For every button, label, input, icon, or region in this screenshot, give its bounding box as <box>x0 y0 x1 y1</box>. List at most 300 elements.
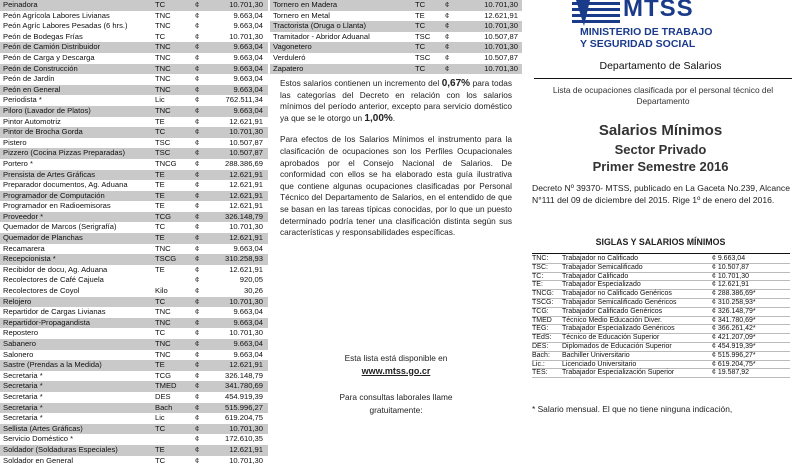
table-row <box>0 95 268 106</box>
occupation-name: Peón en General <box>3 84 61 94</box>
table-row <box>0 339 268 350</box>
salary-amount: 341.780,69 <box>224 381 263 391</box>
salary-amount: 9.663,04 <box>233 307 263 317</box>
table-row <box>0 286 268 297</box>
sigla-code: Lic.: <box>532 360 545 368</box>
salary-amount: 12.621,91 <box>229 360 263 370</box>
category-code: TNC <box>155 52 171 62</box>
occupations-table-left <box>0 0 268 466</box>
sigla-amount: ¢ 515.996,27* <box>712 351 756 359</box>
logo-text: MTSS <box>623 0 694 22</box>
occupation-name: Sabanero <box>3 339 36 348</box>
occupation-name: Servicio Doméstico * <box>3 434 74 444</box>
salary-amount: 288.386,69 <box>224 158 263 168</box>
table-row <box>0 85 268 96</box>
currency-symbol: ¢ <box>445 10 450 20</box>
sigla-row <box>532 281 790 290</box>
department-title: Departamento de Salarios <box>599 60 722 72</box>
sigla-code: TNCG: <box>532 290 554 298</box>
currency-symbol: ¢ <box>195 455 200 465</box>
sigla-amount: ¢ 10.507,87 <box>712 263 749 271</box>
currency-symbol: ¢ <box>195 264 200 274</box>
salary-amount: 10.507,87 <box>484 31 518 41</box>
currency-symbol: ¢ <box>195 339 200 348</box>
currency-symbol: ¢ <box>195 222 200 232</box>
table-row <box>0 53 268 64</box>
table-row <box>270 64 522 75</box>
sigla-description: Técnico Medio Educación Diver. <box>562 316 662 324</box>
salary-amount: 762.511,34 <box>225 95 263 105</box>
salary-amount: 10.701,30 <box>229 328 263 338</box>
category-code: TC <box>155 127 166 137</box>
increment-paragraph: Estos salarios contienen un incremento del 0,67% para todas las categorías del Decreto en relación con los salarios mínimos del período anterior, excepto para servicio doméstico ya que se le otorgo un 1,00%. <box>280 78 512 124</box>
salary-amount: 10.701,30 <box>484 0 518 9</box>
semester-title: Primer Semestre 2016 <box>592 159 729 174</box>
currency-symbol: ¢ <box>195 10 200 20</box>
occupation-name: Tractorista (Oruga o Llanta) <box>273 21 366 31</box>
salary-amount: 172.610,35 <box>224 434 263 444</box>
table-row <box>0 127 268 138</box>
sigla-code: DES: <box>532 342 549 350</box>
currency-symbol: ¢ <box>195 307 200 317</box>
currency-symbol: ¢ <box>195 180 200 190</box>
currency-symbol: ¢ <box>195 169 200 179</box>
sigla-description: Trabajador Especializado <box>562 281 641 289</box>
table-row <box>0 233 268 244</box>
table-row <box>0 254 268 265</box>
salary-amount: 10.701,30 <box>229 0 263 9</box>
category-code: TSC <box>415 52 431 62</box>
category-code: TC <box>415 21 426 31</box>
category-code: TSC <box>155 137 171 147</box>
salary-amount: 9.663,04 <box>233 42 263 52</box>
sigla-row <box>532 308 790 317</box>
table-row <box>0 244 268 255</box>
category-code: TE <box>155 169 165 179</box>
salary-amount: 9.663,04 <box>233 84 263 94</box>
salary-amount: 619.204,75 <box>224 413 263 423</box>
currency-symbol: ¢ <box>195 42 200 52</box>
category-code: TNC <box>155 339 171 348</box>
sigla-code: TES: <box>532 369 548 377</box>
category-code: TNC <box>155 63 171 73</box>
currency-symbol: ¢ <box>195 317 200 327</box>
currency-symbol: ¢ <box>195 243 200 253</box>
sigla-amount: ¢ 421.207,09* <box>712 334 756 342</box>
table-row <box>270 42 522 53</box>
currency-symbol: ¢ <box>195 201 200 211</box>
salary-amount: 9.663,04 <box>233 339 263 348</box>
table-row <box>0 42 268 53</box>
salary-amount: 9.663,04 <box>233 63 263 73</box>
occupation-name: Recepcionista * <box>3 254 56 264</box>
sigla-code: TCG: <box>532 307 549 315</box>
sigla-amount: ¢ 454.919,39* <box>712 342 756 350</box>
table-row <box>270 0 522 11</box>
salary-amount: 10.701,30 <box>229 222 263 232</box>
salary-amount: 10.701,30 <box>484 63 518 73</box>
currency-symbol: ¢ <box>195 211 200 221</box>
category-code: TC <box>155 296 166 306</box>
table-row <box>0 445 268 456</box>
category-code: TC <box>415 42 426 52</box>
occupation-name: Recolectores de Café Cajuela <box>3 275 104 285</box>
occupation-name: Tornero en Madera <box>273 0 338 9</box>
sigla-code: TE: <box>532 281 543 289</box>
salary-amount: 10.701,30 <box>229 31 263 41</box>
category-code: TC <box>155 423 166 433</box>
sigla-amount: ¢ 619.204,75* <box>712 360 756 368</box>
right-panel <box>528 0 793 416</box>
occupation-name: Peón de Jardín <box>3 74 55 84</box>
salary-amount: 10.701,30 <box>484 42 518 52</box>
sigla-amount: ¢ 326.148,79* <box>712 307 756 315</box>
sigla-description: Trabajador Especializado Genéricos <box>562 325 675 333</box>
salary-amount: 12.621,91 <box>484 10 518 20</box>
salary-amount: 310.258,93 <box>224 254 263 264</box>
currency-symbol: ¢ <box>195 233 200 243</box>
table-row <box>0 424 268 435</box>
occupation-name: Secretaria * <box>3 370 43 380</box>
category-code: TNCG <box>155 158 177 168</box>
occupation-name: Soldador en General <box>3 455 74 465</box>
occupation-name: Tramitador - Abridor Aduanal <box>273 31 370 41</box>
currency-symbol: ¢ <box>195 148 200 158</box>
currency-symbol: ¢ <box>445 63 450 73</box>
category-code: TE <box>155 190 165 200</box>
category-code: TSC <box>155 148 171 158</box>
sigla-description: Trabajador Semicalificado <box>562 263 643 271</box>
currency-symbol: ¢ <box>195 434 200 444</box>
increment-percent: 0,67% <box>441 78 471 89</box>
occupation-name: Sellista (Artes Gráficas) <box>3 423 83 433</box>
sigla-row <box>532 334 790 343</box>
category-code: TCG <box>155 211 172 221</box>
sigla-code: TEG: <box>532 325 549 333</box>
sigla-description: Diplomados de Educación Superior <box>562 342 672 350</box>
occupation-name: Peinadora <box>3 0 38 9</box>
category-code: TC <box>415 63 426 73</box>
currency-symbol: ¢ <box>195 275 200 285</box>
occupation-name: Programador en Radioemisoras <box>3 201 111 211</box>
table-row <box>0 180 268 191</box>
occupation-name: Recibidor de docu, Ag. Aduana <box>3 264 108 274</box>
currency-symbol: ¢ <box>195 402 200 412</box>
table-row <box>0 32 268 43</box>
table-row <box>0 381 268 392</box>
divider <box>532 253 790 254</box>
sigla-code: TSC: <box>532 263 548 271</box>
salary-amount: 9.663,04 <box>233 105 263 115</box>
occupation-name: Prensista de Artes Gráficas <box>3 169 96 179</box>
sigla-description: Bachiller Universitario <box>562 351 630 359</box>
currency-symbol: ¢ <box>195 190 200 200</box>
table-row <box>0 350 268 361</box>
category-code: TNC <box>155 42 171 52</box>
table-row <box>0 170 268 181</box>
currency-symbol: ¢ <box>195 84 200 94</box>
table-row <box>0 11 268 22</box>
sigla-amount: ¢ 366.261,42* <box>712 325 756 333</box>
occupation-name: Peón de Carga y Descarga <box>3 52 95 62</box>
table-row <box>0 117 268 128</box>
currency-symbol: ¢ <box>195 391 200 401</box>
salary-amount: 10.507,87 <box>229 148 263 158</box>
currency-symbol: ¢ <box>195 381 200 391</box>
currency-symbol: ¢ <box>195 158 200 168</box>
table-row <box>0 318 268 329</box>
salary-amount: 12.621,91 <box>229 444 263 454</box>
salary-amount: 326.148,79 <box>224 370 263 380</box>
currency-symbol: ¢ <box>195 21 200 31</box>
website-link[interactable]: www.mtss.go.cr <box>361 365 431 376</box>
occupation-name: Pistero <box>3 137 27 147</box>
category-code <box>155 434 195 445</box>
sigla-description: Trabajador no Calificado Genéricos <box>562 290 672 298</box>
currency-symbol: ¢ <box>445 31 450 41</box>
table-row <box>0 371 268 382</box>
category-code: TC <box>155 31 166 41</box>
table-row <box>0 222 268 233</box>
table-row <box>0 74 268 85</box>
category-code: TC <box>155 328 166 338</box>
occupation-name: Peón de Construcción <box>3 63 78 73</box>
currency-symbol: ¢ <box>195 31 200 41</box>
info-prose <box>280 78 512 249</box>
category-code: TE <box>155 360 165 370</box>
table-row <box>0 64 268 75</box>
sigla-code: TEdS: <box>532 334 552 342</box>
occupation-name: Recamarera <box>3 243 45 253</box>
category-code: TNC <box>155 84 171 94</box>
occupation-name: Periodista * <box>3 95 42 105</box>
sigla-row <box>532 325 790 334</box>
currency-symbol: ¢ <box>195 105 200 115</box>
salary-amount: 515.996,27 <box>224 402 263 412</box>
table-row <box>0 307 268 318</box>
sigla-row <box>532 369 790 378</box>
category-code: DES <box>155 391 171 401</box>
currency-symbol: ¢ <box>195 254 200 264</box>
category-code: TE <box>155 180 165 190</box>
sigla-description: Trabajador Calificado Genéricos <box>562 307 663 315</box>
occupation-name: Peón de Bodegas Frías <box>3 31 83 41</box>
category-code: TE <box>155 264 165 274</box>
salary-amount: 454.919,39 <box>224 391 263 401</box>
currency-symbol: ¢ <box>195 328 200 338</box>
sigla-amount: ¢ 341.780,69* <box>712 316 756 324</box>
category-code: TC <box>155 0 166 9</box>
sigla-description: Trabajador Semicalificado Genéricos <box>562 298 677 306</box>
currency-symbol: ¢ <box>195 444 200 454</box>
siglas-heading: SIGLAS Y SALARIOS MÍNIMOS <box>595 237 726 247</box>
currency-symbol: ¢ <box>445 0 450 9</box>
table-row <box>270 53 522 64</box>
currency-symbol: ¢ <box>195 370 200 380</box>
salary-amount: 12.621,91 <box>229 233 263 243</box>
sigla-code: Bach: <box>532 351 550 359</box>
salary-amount: 10.507,87 <box>229 137 263 147</box>
currency-symbol: ¢ <box>195 95 200 105</box>
table-row <box>0 403 268 414</box>
table-row <box>0 413 268 424</box>
table-row <box>0 392 268 403</box>
salary-amount: 10.701,30 <box>229 296 263 306</box>
table-row <box>0 275 268 286</box>
occupation-name: Salonero <box>3 349 34 359</box>
table-row <box>0 212 268 223</box>
sigla-description: Técnico de Educación Superior <box>562 334 660 342</box>
table-row <box>0 159 268 170</box>
sigla-row <box>532 361 790 370</box>
category-code: TC <box>155 455 166 465</box>
sigla-amount: ¢ 10.701,30 <box>712 272 749 280</box>
occupation-name: Verduleró <box>273 52 306 62</box>
table-row <box>0 265 268 276</box>
sigla-amount: ¢ 288.386,69* <box>712 290 756 298</box>
salary-amount: 9.663,04 <box>233 317 263 327</box>
classification-paragraph: Para efectos de los Salarios Mínimos el instrumento para la clasificación de ocupaciones son los Perfiles Ocupacionales aprobados por el Consejo Nacional de Salarios. De conformidad con ellos se ha elaborado esta guía ilustrativa que contiene algunas ocupaciones clasificadas por Personal Técnico del Departamento de Salarios, en el entendido de que se basan en las tareas típicas conocidas, por lo que un puesto determinado podría tener una clasificación distinta según sus características y responsabilidades específicas. <box>280 134 512 238</box>
salary-amount: 9.663,04 <box>233 243 263 253</box>
salary-amount: 12.621,91 <box>229 169 263 179</box>
table-row <box>0 434 268 445</box>
salary-amount: 9.663,04 <box>233 52 263 62</box>
currency-symbol: ¢ <box>195 413 200 423</box>
sigla-code: TMED <box>532 316 552 324</box>
sigla-row <box>532 317 790 326</box>
category-code: TE <box>155 444 165 454</box>
sigla-code: TSCG: <box>532 298 554 306</box>
sigla-row <box>532 290 790 299</box>
salary-amount: 10.701,30 <box>484 21 518 31</box>
table-row <box>0 456 268 466</box>
currency-symbol: ¢ <box>195 349 200 359</box>
salary-amount: 12.621,91 <box>229 180 263 190</box>
salary-amount: 12.621,91 <box>229 116 263 126</box>
sigla-description: Trabajador Calificado <box>562 272 629 280</box>
category-code: TSC <box>415 31 431 41</box>
salary-amount: 10.701,30 <box>229 127 263 137</box>
occupation-name: Secretaria * <box>3 391 43 401</box>
page-title: Salarios Mínimos <box>598 122 723 139</box>
currency-symbol: ¢ <box>195 127 200 137</box>
occupation-name: Repartidor de Cargas Livianas <box>3 307 106 317</box>
category-code: TNC <box>155 317 171 327</box>
occupation-name: Recolectores de Coyol <box>3 286 80 296</box>
table-row <box>0 0 268 11</box>
salary-amount: 30,26 <box>243 286 263 296</box>
category-code: Lic <box>155 95 165 105</box>
category-code: TE <box>155 116 165 126</box>
sigla-code: TC: <box>532 272 544 280</box>
occupation-name: Quemador de Marcos (Serigrafía) <box>3 222 117 232</box>
salary-amount: 10.701,30 <box>229 455 263 465</box>
currency-symbol: ¢ <box>195 116 200 126</box>
table-row <box>0 360 268 371</box>
siglas-table <box>532 255 790 378</box>
occupation-name: Peón Agrícola Labores Livianas <box>3 10 110 20</box>
sigla-row <box>532 273 790 282</box>
sigla-description: Licenciado Universitario <box>562 360 637 368</box>
salary-amount: 12.621,91 <box>229 264 263 274</box>
occupation-name: Pizzero (Cocina Pizzas Preparadas) <box>3 148 125 158</box>
currency-symbol: ¢ <box>445 21 450 31</box>
salary-amount: 9.663,04 <box>233 21 263 31</box>
category-code: Bach <box>155 402 173 412</box>
category-code: TNC <box>155 349 171 359</box>
salary-amount: 9.663,04 <box>233 74 263 84</box>
table-row <box>0 201 268 212</box>
category-code: TNC <box>155 105 171 115</box>
availability-note: Esta lista está disponible en www.mtss.go.cr Para consultas laborales llame gratuitamente: <box>282 352 510 416</box>
salary-amount: 9.663,04 <box>233 10 263 20</box>
occupation-name: Secretaria * <box>3 381 43 391</box>
sigla-row <box>532 255 790 264</box>
occupation-name: Repostero <box>3 328 39 338</box>
occupation-name: Vagonetero <box>273 42 312 52</box>
sigla-row <box>532 264 790 273</box>
occupation-name: Quemador de Planchas <box>3 233 83 243</box>
category-code: TE <box>155 201 165 211</box>
category-code: TNC <box>155 243 171 253</box>
sigla-amount: ¢ 19.587,92 <box>712 369 749 377</box>
occupation-name: Sastre (Prendas a la Medida) <box>3 360 102 370</box>
salary-amount: 9.663,04 <box>233 349 263 359</box>
occupation-name: Secretaria * <box>3 413 43 423</box>
sigla-amount: ¢ 310.258,93* <box>712 298 756 306</box>
salary-amount: 12.621,91 <box>229 201 263 211</box>
category-code: TNC <box>155 21 171 31</box>
footnote: * Salario mensual. El que no tiene ninguna indicación, <box>532 404 733 414</box>
category-code: TSCG <box>155 254 177 264</box>
table-row <box>0 106 268 117</box>
occupation-name: Repartidor-Propagandista <box>3 317 90 327</box>
category-code: TC <box>155 222 166 232</box>
sigla-description: Trabajador no Calificado <box>562 255 639 262</box>
sigla-amount: ¢ 12.621,91 <box>712 281 749 289</box>
category-code: TNC <box>155 74 171 84</box>
occupation-name: Soldador (Soldaduras Especiales) <box>3 444 118 454</box>
list-subtitle: Lista de ocupaciones clasificada por el personal técnico del Departamento <box>552 85 774 106</box>
sector-title: Sector Privado <box>614 142 707 157</box>
occupation-name: Programador de Computación <box>3 190 105 200</box>
currency-symbol: ¢ <box>195 74 200 84</box>
occupation-name: Proveedor * <box>3 211 44 221</box>
table-row <box>270 32 522 43</box>
category-code: TE <box>415 10 425 20</box>
occupation-name: Piloro (Lavador de Platos) <box>3 105 91 115</box>
currency-symbol: ¢ <box>195 63 200 73</box>
occupation-name: Pintor Automotriz <box>3 116 61 126</box>
sigla-row <box>532 299 790 308</box>
occupation-name: Portero * <box>3 158 33 168</box>
salary-amount: 326.148,79 <box>224 211 263 221</box>
occupation-name: Zapatero <box>273 63 304 73</box>
category-code: TNC <box>155 10 171 20</box>
table-row <box>270 21 522 32</box>
occupation-name: Tornero en Metal <box>273 10 330 20</box>
currency-symbol: ¢ <box>445 52 450 62</box>
currency-symbol: ¢ <box>195 0 200 9</box>
table-row <box>0 148 268 159</box>
salary-amount: 10.507,87 <box>484 52 518 62</box>
sigla-amount: ¢ 9.663,04 <box>712 255 746 262</box>
occupation-name: Peón Agríc Labores Pesadas (6 hrs.) <box>3 21 128 31</box>
sigla-row <box>532 352 790 361</box>
divider <box>534 78 792 79</box>
occupation-name: Preparador documentos, Ag. Aduana <box>3 180 128 190</box>
currency-symbol: ¢ <box>195 360 200 370</box>
